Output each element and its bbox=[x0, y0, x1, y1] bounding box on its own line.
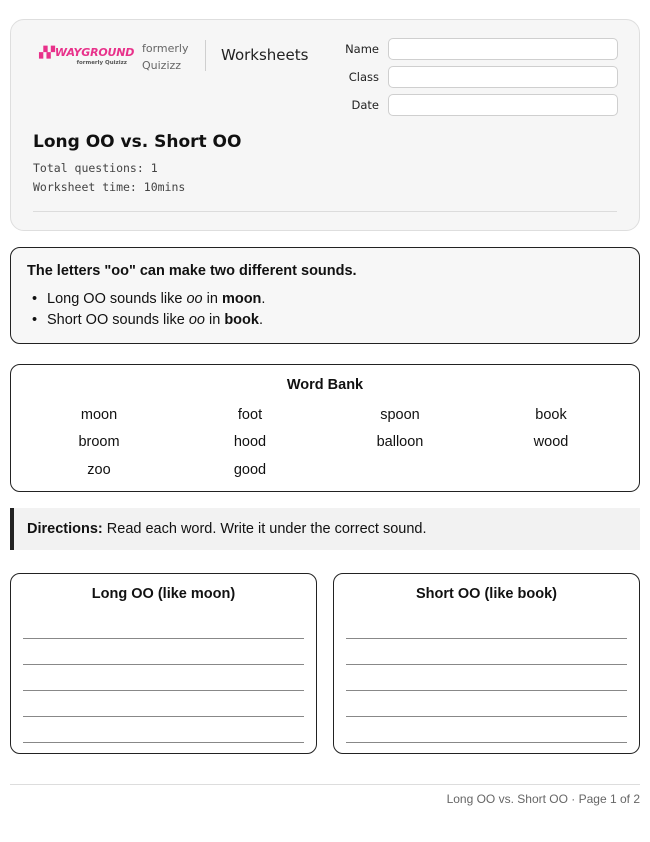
word-bank-word: hood bbox=[233, 434, 267, 450]
class-field-row bbox=[345, 66, 619, 88]
date-field-row bbox=[345, 94, 619, 116]
name-field-row bbox=[345, 38, 619, 60]
info-list bbox=[27, 289, 265, 331]
worksheet-header bbox=[10, 19, 640, 231]
answer-line[interactable] bbox=[23, 716, 304, 717]
word-bank-word: wood bbox=[533, 434, 569, 450]
date-label: Date bbox=[351, 98, 379, 112]
header-rule bbox=[33, 211, 617, 212]
footer-rule bbox=[10, 784, 640, 785]
logo-subtext: formerly Quizizz bbox=[76, 60, 127, 66]
total-questions: Total questions: 1 bbox=[33, 161, 158, 175]
word-bank-title: Word Bank bbox=[286, 377, 364, 393]
formerly-line-2: Quizizz bbox=[142, 59, 182, 72]
answer-line[interactable] bbox=[23, 664, 304, 665]
bullet-icon: • bbox=[32, 291, 38, 307]
name-label: Name bbox=[345, 42, 379, 56]
word-bank-word: foot bbox=[237, 407, 263, 423]
answer-line[interactable] bbox=[346, 664, 627, 665]
worksheet-time: Worksheet time: 10mins bbox=[33, 180, 186, 194]
long-oo-column bbox=[10, 573, 317, 754]
word-bank-word: moon bbox=[80, 407, 118, 423]
directions-text: Read each word. Write it under the correct sound. bbox=[102, 521, 427, 537]
answer-line[interactable] bbox=[23, 638, 304, 639]
answer-line[interactable] bbox=[346, 690, 627, 691]
directions-label: Directions: bbox=[27, 521, 103, 537]
info-item-short: • Short OO sounds like oo in book. bbox=[27, 310, 265, 331]
date-field[interactable] bbox=[388, 94, 618, 116]
logo-wordmark: WAYGROUND bbox=[54, 46, 135, 59]
class-field[interactable] bbox=[388, 66, 618, 88]
worksheet-title: Long OO vs. Short OO bbox=[33, 132, 242, 152]
answer-line[interactable] bbox=[346, 638, 627, 639]
formerly-note bbox=[142, 40, 198, 74]
info-box bbox=[10, 247, 640, 344]
word-bank-word: book bbox=[535, 407, 567, 423]
answer-line[interactable] bbox=[346, 716, 627, 717]
class-label: Class bbox=[348, 70, 379, 84]
short-oo-title: Short OO (like book) bbox=[416, 586, 557, 602]
word-bank-word: zoo bbox=[87, 462, 111, 478]
word-bank-word: balloon bbox=[376, 434, 424, 450]
answer-line[interactable] bbox=[23, 690, 304, 691]
word-bank-word: broom bbox=[78, 434, 120, 450]
header-divider bbox=[205, 40, 206, 71]
bullet-icon: • bbox=[32, 312, 38, 328]
formerly-line-1: formerly bbox=[142, 42, 189, 55]
info-item-long: • Long OO sounds like oo in moon. bbox=[27, 289, 265, 310]
answer-line[interactable] bbox=[23, 742, 304, 743]
word-bank-word: good bbox=[233, 462, 267, 478]
section-title: Worksheets bbox=[221, 46, 309, 64]
long-oo-title: Long OO (like moon) bbox=[91, 586, 236, 602]
page-footer: Long OO vs. Short OO · Page 1 of 2 bbox=[446, 792, 640, 806]
answer-line[interactable] bbox=[346, 742, 627, 743]
name-field[interactable] bbox=[388, 38, 618, 60]
info-heading: The letters "oo" can make two different sounds. bbox=[27, 263, 357, 279]
word-bank-word: spoon bbox=[380, 407, 420, 423]
directions-box bbox=[10, 508, 640, 550]
word-bank bbox=[10, 364, 640, 492]
logo-bars-icon: ▞▞ bbox=[39, 46, 54, 59]
wayground-logo bbox=[39, 46, 135, 66]
short-oo-column bbox=[333, 573, 640, 754]
